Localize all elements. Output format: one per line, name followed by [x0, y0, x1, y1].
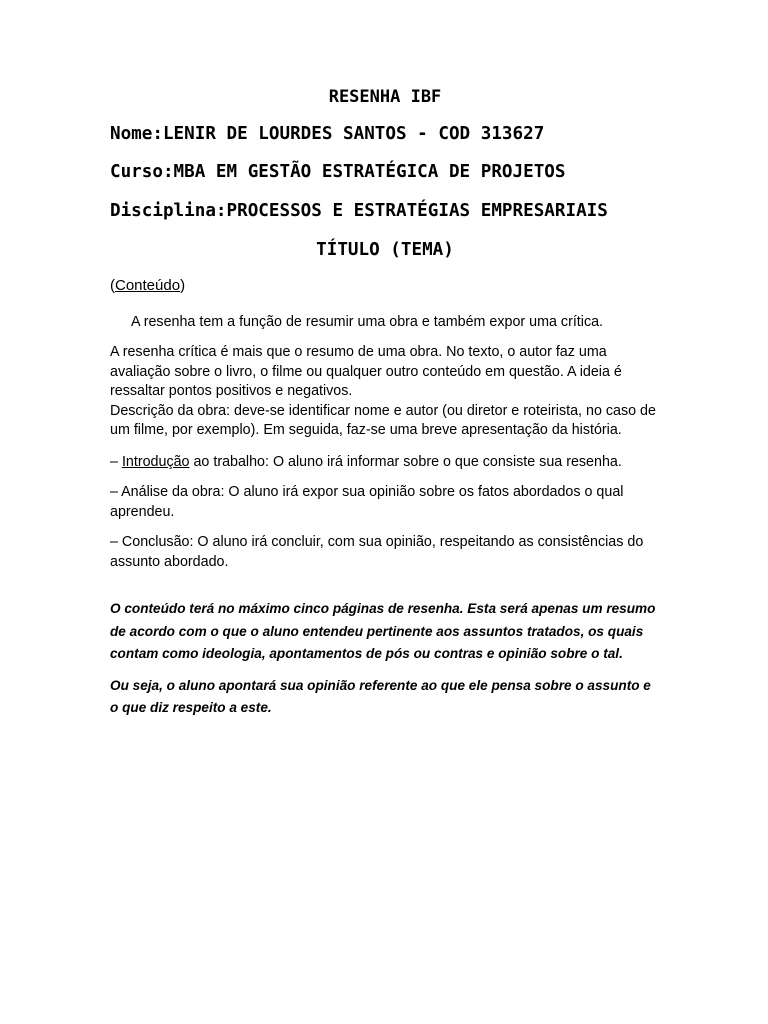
bullet-introducao-rest: ao trabalho: O aluno irá informar sobre o que consiste sua resenha. [189, 453, 622, 470]
critica-paragraph: A resenha crítica é mais que o resumo de uma obra. No texto, o autor faz uma avaliação sobre o livro, o filme ou qualquer outro conteúdo em questão. A ideia é ressaltar pontos positivos e negativos. [110, 344, 622, 399]
section-subtitle: TÍTULO (TEMA) [316, 240, 454, 260]
name-line: Nome:LENIR DE LOURDES SANTOS - COD 313627 [110, 124, 545, 144]
bullet-analise: – Análise da obra: O aluno irá expor sua opinião sobre os fatos abordados o qual aprendeu. [110, 484, 624, 520]
content-label-open: ( [110, 277, 115, 294]
bullet-introducao-word: Introdução [121, 453, 190, 470]
discipline-line: Disciplina:PROCESSOS E ESTRATÉGIAS EMPRESARIAIS [110, 201, 608, 221]
bullet-introducao-dash: – [110, 453, 122, 470]
descricao-paragraph: Descrição da obra: deve-se identificar nome e autor (ou diretor e roteirista, no caso de um filme, por exemplo). Em seguida, faz-se uma breve apresentação da história. [110, 402, 656, 438]
content-label-close: ) [180, 277, 186, 294]
content-label-word: Conteúdo [115, 277, 181, 294]
note-paragraph-2: Ou seja, o aluno apontará sua opinião referente ao que ele pensa sobre o assunto e o que diz respeito a este. [110, 677, 651, 715]
bullet-introducao [110, 453, 660, 473]
intro-paragraph: A resenha tem a função de resumir uma obra e também expor uma crítica. [131, 313, 604, 330]
document-title: RESENHA IBF [328, 87, 442, 107]
note-paragraph-1: O conteúdo terá no máximo cinco páginas de resenha. Esta será apenas um resumo de acordo com o que o aluno entendeu pertinente aos assuntos tratados, os quais contam como ideologia, apontamentos de pós ou contras e opinião sobre o tal. [110, 601, 656, 661]
bullet-conclusao: – Conclusão: O aluno irá concluir, com sua opinião, respeitando as consistências do assunto abordado. [110, 534, 644, 570]
document-page [110, 84, 660, 720]
course-line: Curso:MBA EM GESTÃO ESTRATÉGICA DE PROJETOS [110, 162, 566, 182]
content-label [110, 276, 660, 296]
